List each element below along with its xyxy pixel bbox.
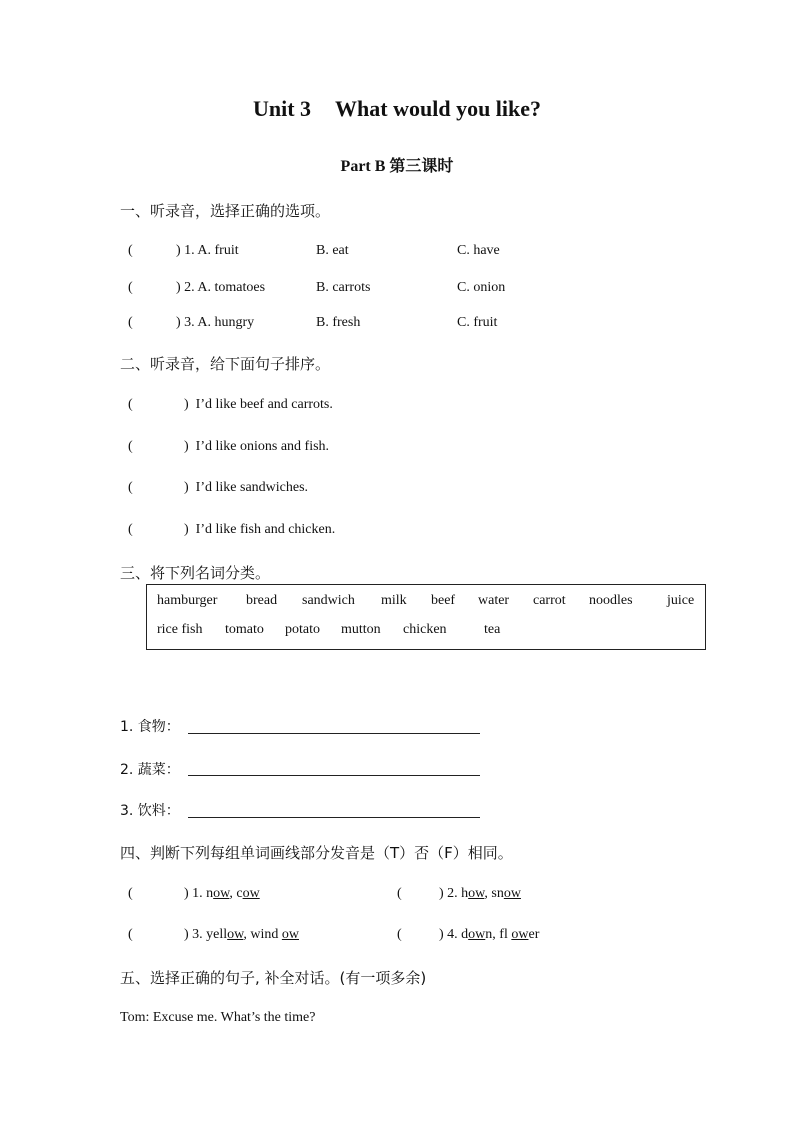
phonics-item-1 xyxy=(128,886,260,902)
answer-paren-open: ( xyxy=(128,280,133,295)
word: milk xyxy=(381,593,407,608)
section4-heading: 四、判断下列每组单词画线部分发音是（T）否（F）相同。 xyxy=(120,844,513,862)
word-fragment: n xyxy=(206,886,214,901)
phonics-item-2 xyxy=(397,886,521,902)
word: hamburger xyxy=(157,593,218,608)
section1-heading: 一、听录音，选择正确的选项。 xyxy=(120,202,331,220)
sentence-text: I’d like beef and carrots. xyxy=(195,397,333,412)
option-c: C. fruit xyxy=(457,315,498,330)
category-vegetable-blank[interactable] xyxy=(188,775,480,776)
section3-heading: 三、将下列名词分类。 xyxy=(120,564,271,582)
option-a: ) 2. A. tomatoes xyxy=(176,280,266,295)
category-food-blank[interactable] xyxy=(188,733,480,734)
word: tomato xyxy=(225,622,264,637)
item-number: ) 2. xyxy=(439,886,462,901)
word: sandwich xyxy=(302,593,355,608)
answer-paren-open: ( xyxy=(128,886,133,901)
word: water xyxy=(478,593,510,608)
sentence-row xyxy=(128,439,329,455)
underlined-letters: ow xyxy=(242,886,260,901)
word-fragment: , wind xyxy=(243,927,282,942)
category-food-label: 1. 食物： xyxy=(120,719,180,735)
sentence-text: I’d like onions and fish. xyxy=(195,439,330,454)
word: noodles xyxy=(589,593,633,608)
answer-paren-open: ( xyxy=(128,315,133,330)
section1-row-3 xyxy=(128,315,254,331)
answer-paren-open: ( xyxy=(397,886,402,901)
word: juice xyxy=(667,593,695,608)
section1-row-1 xyxy=(128,243,239,259)
word-fragment: h xyxy=(461,886,469,901)
option-a: ) 1. A. fruit xyxy=(176,243,239,258)
answer-paren-open: ( xyxy=(128,927,133,942)
word-fragment: , sn xyxy=(484,886,504,901)
word-pair xyxy=(206,886,260,901)
answer-paren-open: ( xyxy=(128,522,133,537)
phonics-item-4 xyxy=(397,927,539,943)
answer-paren-open: ( xyxy=(128,480,133,495)
underlined-letters: ow xyxy=(281,927,299,942)
sentence-row xyxy=(128,522,335,538)
category-drink-label: 3. 饮料： xyxy=(120,803,180,819)
phonics-item-3 xyxy=(128,927,299,943)
dialogue-line: Tom: Excuse me. What’s the time? xyxy=(120,1010,316,1025)
word-fragment: n, fl xyxy=(485,927,512,942)
option-c: C. have xyxy=(457,243,500,258)
sentence-text: I’d like fish and chicken. xyxy=(195,522,336,537)
item-number: ) 1. xyxy=(184,886,207,901)
underlined-letters: ow xyxy=(511,927,529,942)
word: tea xyxy=(484,622,501,637)
underlined-letters: ow xyxy=(213,886,230,901)
underlined-letters: ow xyxy=(503,886,521,901)
word-pair xyxy=(206,927,299,942)
page-subtitle: Part B 第三课时 xyxy=(340,158,454,175)
word-fragment: er xyxy=(528,927,540,942)
underlined-letters: ow xyxy=(468,886,485,901)
item-number: ) 3. xyxy=(184,927,207,942)
word-fragment: yell xyxy=(206,927,228,942)
answer-paren-close: ) xyxy=(184,439,189,454)
page-title xyxy=(0,96,794,122)
sentence-text: I’d like sandwiches. xyxy=(195,480,309,495)
answer-paren-close: ) xyxy=(184,522,189,537)
word: potato xyxy=(285,622,320,637)
sentence-row xyxy=(128,480,308,496)
word-fragment: , c xyxy=(229,886,243,901)
category-vegetable-label: 2. 蔬菜： xyxy=(120,762,180,778)
word: chicken xyxy=(403,622,447,637)
word: carrot xyxy=(533,593,566,608)
option-a: ) 3. A. hungry xyxy=(176,315,255,330)
option-b: B. fresh xyxy=(316,315,361,330)
word: bread xyxy=(246,593,278,608)
item-number: ) 4. xyxy=(439,927,462,942)
word-pair xyxy=(461,927,539,942)
word-bank xyxy=(146,584,706,650)
sentence-row xyxy=(128,397,333,413)
option-b: B. carrots xyxy=(316,280,371,295)
section2-heading: 二、听录音，给下面句子排序。 xyxy=(120,355,331,373)
word: mutton xyxy=(341,622,381,637)
underlined-letters: ow xyxy=(227,927,244,942)
answer-paren-open: ( xyxy=(128,439,133,454)
answer-paren-open: ( xyxy=(128,243,133,258)
word-fragment: d xyxy=(461,927,469,942)
word: rice fish xyxy=(157,622,203,637)
section5-heading: 五、选择正确的句子, 补全对话。(有一项多余) xyxy=(120,969,427,987)
answer-paren-open: ( xyxy=(397,927,402,942)
option-b: B. eat xyxy=(316,243,349,258)
word-pair xyxy=(461,886,521,901)
underlined-letters: ow xyxy=(468,927,486,942)
section1-row-2 xyxy=(128,280,265,296)
unit-question: What would you like? xyxy=(335,96,542,121)
answer-paren-close: ) xyxy=(184,397,189,412)
unit-label: Unit 3 xyxy=(252,96,312,121)
answer-paren-open: ( xyxy=(128,397,133,412)
word: beef xyxy=(431,593,456,608)
option-c: C. onion xyxy=(457,280,506,295)
answer-paren-close: ) xyxy=(184,480,189,495)
category-drink-blank[interactable] xyxy=(188,817,480,818)
